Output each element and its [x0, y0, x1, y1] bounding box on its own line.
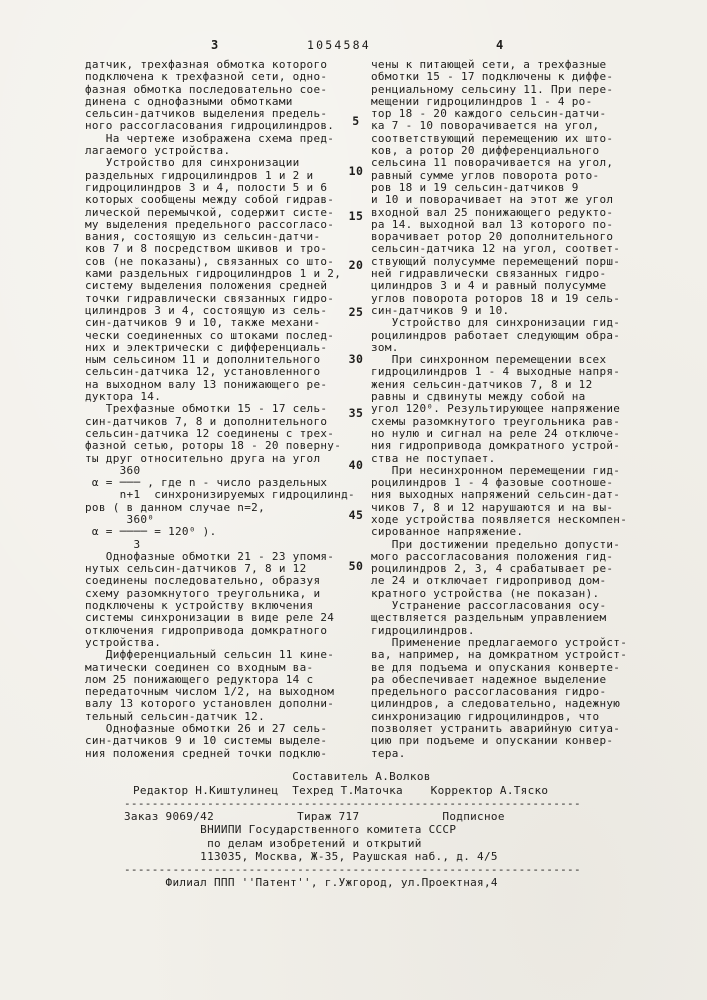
gutter-line-number-10: 10	[348, 164, 364, 178]
document-number: 1054584	[307, 38, 371, 52]
column-number-right: 4	[496, 38, 505, 52]
gutter-line-number-25: 25	[348, 305, 364, 319]
gutter-line-number-5: 5	[352, 114, 360, 128]
gutter-line-number-40: 40	[348, 458, 364, 472]
gutter-line-number-50: 50	[348, 559, 364, 573]
gutter-line-number-15: 15	[348, 209, 364, 223]
text-column-left: датчик, трехфазная обмотка которого подключена к трехфазной сети, одно- фазная обмотка последовательно сое- динена с однофазными обмотками сельсин-датчиков выделения предель- ного рассогласования гидроцилиндров. На чертеже изображена схема пред- лагаемого устройства. Устройство для синхронизации раздельных гидроцилиндров 1 и 2 и гидроцилиндров 3 и 4, полости 5 и 6 которых сообщены между собой гидрав- лической перемычкой, содержит систе- му выделения предельного рассогласо- вания, состоящую из сельсин-датчи- ков 7 и 8 посредством шкивов и тро- сов (не показаны), связанных со што- ками раздельных гидроцилиндров 1 и 2, систему выделения положения средней точки гидравлически связанных гидро- цилиндров 3 и 4, состоящую из сель- син-датчиков 9 и 10, также механи- чески соединенных со штоками послед- них и электрически с дифференциаль- ным сельсином 11 и дополнительного сельсин-датчика 12, установленного на выходном валу 13 понижающего ре- дуктора 14. Трехфазные обмотки 15 - 17 сель- син-датчиков 7, 8 и дополнительного сельсин-датчика 12 соединены с трех- фазной сетью, роторы 18 - 20 поверну- ты друг относительно друга на угол 360 α = ─── , где n - число раздельных n+1 синхронизируемых гидроцилинд- ров ( в данном случае n=2, 360⁰ α = ──── = 120⁰ ). 3 Однофазные обмотки 21 - 23 упомя- нутых сельсин-датчиков 7, 8 и 12 соединены последовательно, образуя схему разомкнутого треугольника, и подключены к устройству включения системы синхронизации в виде реле 24 отключения гидропривода домкратного устройства. Дифференциальный сельсин 11 кине- матически соединен со входным ва- лом 25 понижающего редуктора 14 с передаточным числом 1/2, на выходном валу 13 которого установлен дополни- тельный сельсин-датчик 12. Однофазные обмотки 26 и 27 сель- син-датчиков 9 и 10 системы выделе- ния положения средней точки подклю-	[85, 58, 355, 760]
gutter-line-number-35: 35	[348, 406, 364, 420]
gutter-line-number-30: 30	[348, 352, 364, 366]
column-number-left: 3	[211, 38, 220, 52]
gutter-line-number-20: 20	[348, 258, 364, 272]
gutter-line-number-45: 45	[348, 508, 364, 522]
text-column-right: чены к питающей сети, а трехфазные обмотки 15 - 17 подключены к диффе- ренциальному сельсину 11. При пере- мещении гидроцилиндров 1 - 4 ро- тор 18 - 20 каждого сельсин-датчи- ка 7 - 10 поворачивается на угол, соответствующий перемещению их што- ков, а ротор 20 дифференциального сельсина 11 поворачивается на угол, равный сумме углов поворота рото- ров 18 и 19 сельсин-датчиков 9 и 10 и поворачивает на этот же угол входной вал 25 понижающего редукто- ра 14. выходной вал 13 которого по- ворачивает ротор 20 дополнительного сельсин-датчика 12 на угол, соответ- ствующий полусумме перемещений порш- ней гидравлически связанных гидро- цилиндров 3 и 4 и равный полусумме углов поворота роторов 18 и 19 сель- син-датчиков 9 и 10. Устройство для синхронизации гид- роцилиндров работает следующим обра- зом. При синхронном перемещении всех гидроцилиндров 1 - 4 выходные напря- жения сельсин-датчиков 7, 8 и 12 равны и сдвинуты между собой на угол 120⁰. Результирующее напряжение схемы разомкнутого треугольника рав- но нулю и сигнал на реле 24 отключе- ния гидропривода домкратного устрой- ства не поступает. При несинхронном перемещении гид- роцилиндров 1 - 4 фазовые соотноше- ния выходных напряжений сельсин-дат- чиков 7, 8 и 12 нарушаются и на вы- ходе устройства появляется нескомпен- сированное напряжение. При достижении предельно допусти- мого рассогласования положения гид- роцилиндров 2, 3, 4 срабатывает ре- ле 24 и отключает гидропривод дом- кратного устройства (не показан). Устранение рассогласования осу- ществляется раздельным управлением гидроцилиндров. Применение предлагаемого устройст- ва, например, на домкратном устройст- ве для подъема и опускания конверте- ра обеспечивает надежное выделение предельного рассогласования гидро- цилиндров, а следовательно, надежную синхронизацию гидроцилиндров, что позволяет устранить аварийную ситуа- цию при подъеме и опускании конвер- тера.	[371, 58, 628, 760]
footer-imprint: ------------------------------------------------------------------ Заказ 9069/42 Тираж 717 Подписное ВНИИПИ Государственного комитета СССР по делам изобретений и открытий 113035, Москва, Ж-35, Раушская наб., д. 4/5 ------------------------------------------------------------------ Филиал ППП ''Патент'', г.Ужгород, ул.Проектная,4	[124, 797, 581, 890]
footer-staff-credits: Составитель А.Волков Редактор Н.Киштулинец Техред Т.Маточка Корректор А.Тяско	[133, 770, 549, 797]
